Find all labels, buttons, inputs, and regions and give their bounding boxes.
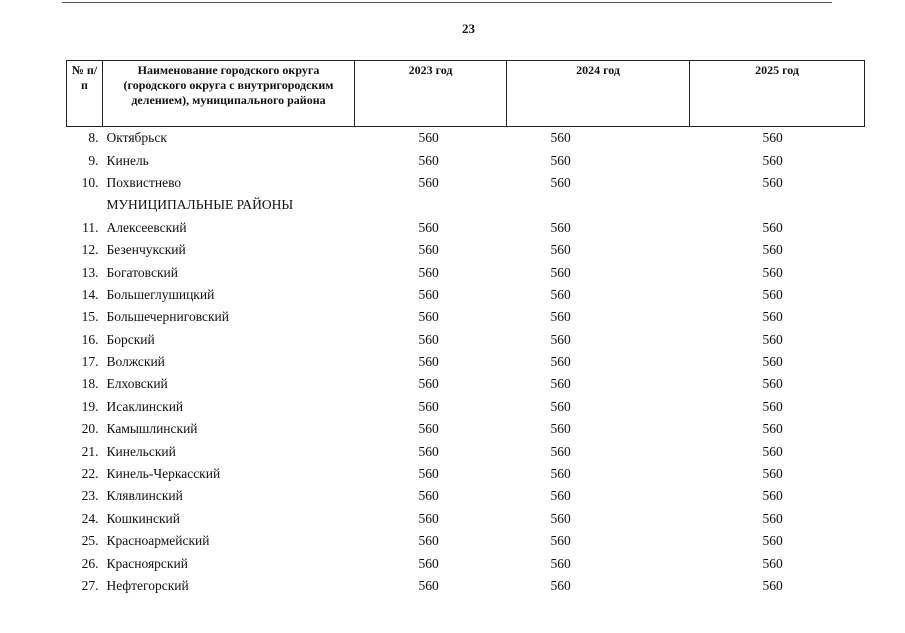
value-2024: 560: [550, 398, 571, 414]
row-name: Алексеевский: [106, 219, 187, 235]
row-name: Богатовский: [106, 264, 178, 280]
header-2024: 2024 год: [507, 61, 690, 127]
value-2024: 560: [550, 354, 571, 370]
row-number: 11.: [82, 219, 99, 235]
value-2025: 560: [762, 376, 783, 392]
value-2023: 560: [418, 578, 439, 593]
row-number: 26.: [81, 555, 99, 571]
value-2025: 560: [762, 555, 783, 571]
row-name: Красноярский: [106, 555, 188, 571]
value-2024: 560: [550, 466, 571, 482]
header-row: [67, 61, 865, 127]
table-row: [67, 575, 865, 597]
row-number: 19.: [81, 398, 99, 414]
top-rule: [62, 2, 832, 3]
table-body: [67, 127, 865, 598]
row-name: Кинельский: [106, 443, 176, 459]
value-2025: 560: [762, 331, 783, 347]
value-2024: 560: [550, 242, 571, 258]
row-number: 18.: [81, 376, 99, 392]
row-number: 22.: [81, 466, 99, 482]
value-2023: 560: [418, 130, 439, 146]
value-2024: 560: [550, 555, 571, 571]
table-row: [67, 306, 865, 328]
table-row: [67, 239, 865, 261]
row-number: 10.: [81, 174, 99, 190]
value-2023: 560: [418, 555, 439, 571]
table-row: [67, 373, 865, 395]
value-2023: 560: [418, 398, 439, 414]
table-row: [67, 149, 865, 171]
table-row: [67, 530, 865, 552]
row-name: Кинель-Черкасский: [106, 466, 221, 482]
value-2024: 560: [550, 152, 571, 168]
value-2024: 560: [550, 510, 571, 526]
value-2024: 560: [550, 219, 571, 235]
value-2025: 560: [762, 174, 783, 190]
value-2024: 560: [550, 578, 571, 593]
row-name: Камышлинский: [106, 421, 198, 437]
value-2023: 560: [418, 488, 439, 504]
value-2024: 560: [550, 286, 571, 302]
value-2025: 560: [762, 242, 783, 258]
table-row: [67, 127, 865, 150]
value-2025: 560: [762, 152, 783, 168]
value-2025: 560: [762, 264, 783, 280]
value-2023: 560: [418, 354, 439, 370]
value-2023: 560: [418, 286, 439, 302]
row-name: Волжский: [106, 354, 165, 370]
header-2025: 2025 год: [690, 61, 865, 127]
row-number: 9.: [88, 152, 99, 168]
value-2025: 560: [762, 130, 783, 146]
value-2025: 560: [762, 510, 783, 526]
value-2024: 560: [550, 309, 571, 325]
table-row: [67, 172, 865, 194]
section-spacer: [67, 194, 103, 216]
value-2024: 560: [550, 130, 571, 146]
table-row: [67, 508, 865, 530]
header-2023: 2023 год: [355, 61, 507, 127]
row-number: 21.: [81, 443, 99, 459]
value-2025: 560: [762, 354, 783, 370]
row-number: 25.: [81, 533, 99, 549]
value-2024: 560: [550, 174, 571, 190]
row-number: 27.: [81, 578, 99, 593]
value-2024: 560: [550, 264, 571, 280]
row-name: Борский: [106, 331, 155, 347]
value-2023: 560: [418, 152, 439, 168]
value-2023: 560: [418, 219, 439, 235]
value-2024: 560: [550, 533, 571, 549]
value-2025: 560: [762, 219, 783, 235]
row-number: 12.: [81, 242, 99, 258]
row-name: Кинель: [106, 152, 149, 168]
table-row: [67, 217, 865, 239]
row-name: Нефтегорский: [106, 578, 189, 593]
value-2023: 560: [418, 376, 439, 392]
value-2025: 560: [762, 578, 783, 593]
value-2025: 560: [762, 286, 783, 302]
row-name: Клявлинский: [106, 488, 183, 504]
value-2023: 560: [418, 264, 439, 280]
table-row: [67, 463, 865, 485]
value-2024: 560: [550, 376, 571, 392]
allocation-table: [66, 60, 865, 597]
table-row: [67, 440, 865, 462]
row-number: 14.: [81, 286, 99, 302]
row-number: 15.: [81, 309, 99, 325]
table-row: [67, 485, 865, 507]
value-2024: 560: [550, 488, 571, 504]
table-row: [67, 351, 865, 373]
value-2023: 560: [418, 421, 439, 437]
row-name: Кошкинский: [106, 510, 180, 526]
row-number: 8.: [88, 130, 99, 146]
row-number: 13.: [81, 264, 99, 280]
row-number: 23.: [81, 488, 99, 504]
row-name: Похвистнево: [106, 174, 182, 190]
row-name: Большечерниговский: [106, 309, 229, 325]
value-2025: 560: [762, 309, 783, 325]
value-2025: 560: [762, 398, 783, 414]
value-2023: 560: [418, 309, 439, 325]
row-number: 17.: [81, 354, 99, 370]
row-number: 20.: [81, 421, 99, 437]
value-2025: 560: [762, 443, 783, 459]
row-name: Октябрьск: [106, 130, 167, 146]
row-name: Елховский: [106, 376, 168, 392]
value-2025: 560: [762, 421, 783, 437]
value-2023: 560: [418, 466, 439, 482]
header-number: № п/п: [67, 61, 103, 127]
row-number: 24.: [81, 510, 99, 526]
value-2024: 560: [550, 331, 571, 347]
value-2025: 560: [762, 466, 783, 482]
section-row: [67, 194, 865, 216]
value-2023: 560: [418, 510, 439, 526]
table-row: [67, 418, 865, 440]
table-row: [67, 329, 865, 351]
value-2023: 560: [418, 443, 439, 459]
value-2024: 560: [550, 443, 571, 459]
section-title: МУНИЦИПАЛЬНЫЕ РАЙОНЫ: [106, 197, 294, 213]
value-2023: 560: [418, 331, 439, 347]
row-name: Исаклинский: [106, 398, 184, 414]
value-2025: 560: [762, 533, 783, 549]
value-2023: 560: [418, 242, 439, 258]
row-name: Красноармейский: [106, 533, 210, 549]
table-header: [67, 61, 865, 127]
table-row: [67, 552, 865, 574]
row-number: 16.: [81, 331, 99, 347]
page-number: 23: [462, 21, 475, 36]
table-row: [67, 284, 865, 306]
table-row: [67, 396, 865, 418]
table-row: [67, 261, 865, 283]
value-2024: 560: [550, 421, 571, 437]
header-name: Наименование городского округа (городского округа с внутригородским делением), муниципального района: [103, 61, 355, 127]
row-name: Безенчукский: [106, 242, 186, 258]
row-name: Большеглушицкий: [106, 286, 215, 302]
value-2025: 560: [762, 488, 783, 504]
value-2023: 560: [418, 533, 439, 549]
value-2023: 560: [418, 174, 439, 190]
